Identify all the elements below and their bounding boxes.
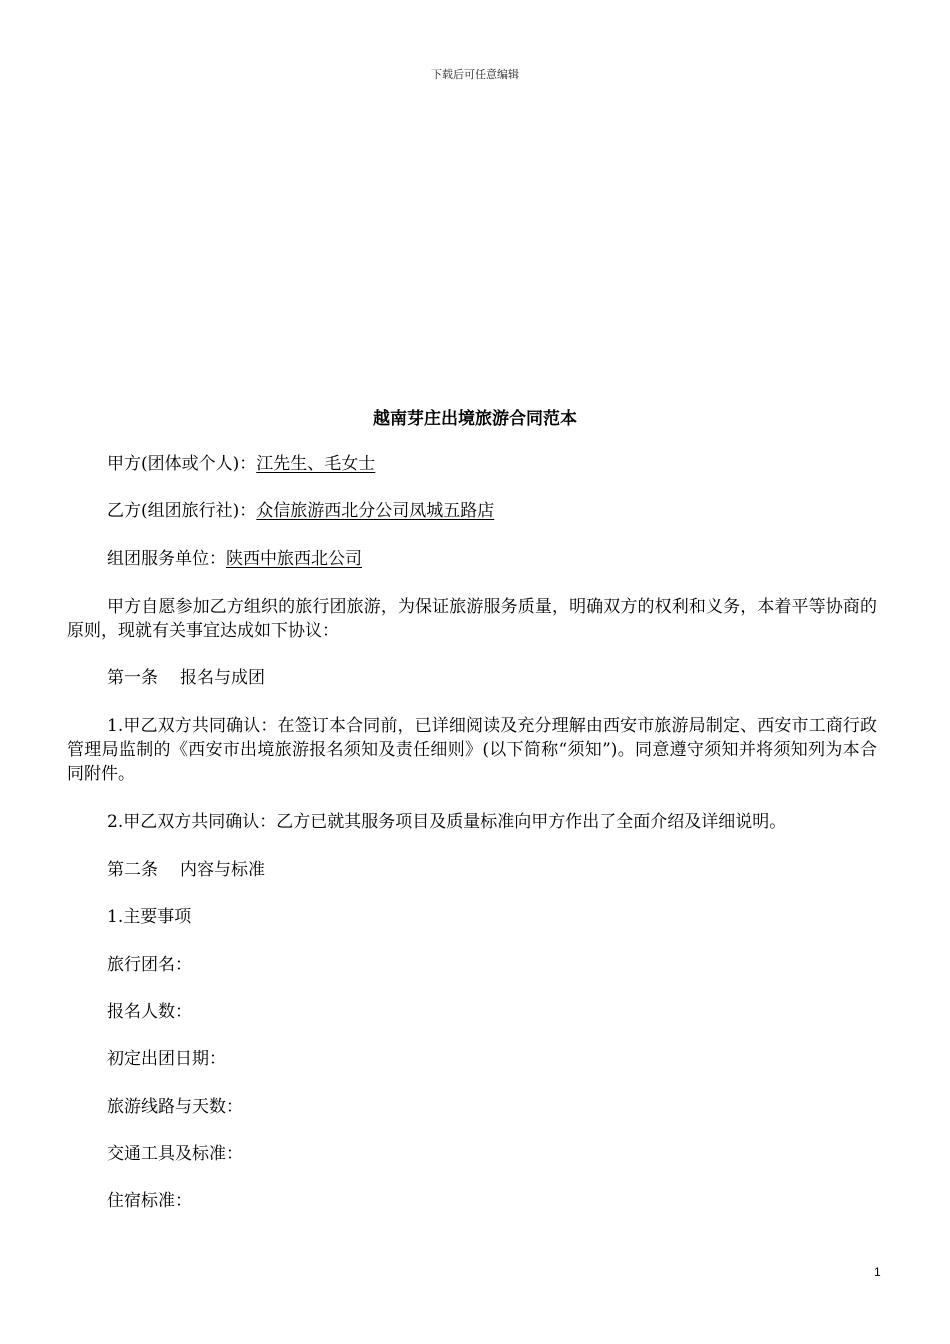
field-participant-count: 报名人数： xyxy=(107,1002,192,1022)
service-unit-value: 陕西中旅西北公司 xyxy=(226,549,362,569)
article-1-clause-1: 1.甲乙双方共同确认：在签订本合同前，已详细阅读及充分理解由西安市旅游局制定、西安市工商行政管理局监制的《西安市出境旅游报名须知及责任细则》(以下简称“须知”)。同意遵守须知并将须知列为本合同附件。 xyxy=(67,716,877,784)
document-title: 越南芽庄出境旅游合同范本 xyxy=(373,409,577,429)
service-unit-label: 组团服务单位： xyxy=(107,549,226,569)
article-1-heading xyxy=(107,666,265,690)
page-number: 1 xyxy=(874,1265,881,1279)
article-1-clause-2: 2.甲乙双方共同确认：乙方已就其服务项目及质量标准向甲方作出了全面介绍及详细说明。 xyxy=(107,812,787,832)
article-2-number: 第二条 xyxy=(107,860,158,880)
party-b-value: 众信旅游西北分公司凤城五路店 xyxy=(256,501,495,521)
field-tour-name: 旅行团名： xyxy=(107,955,192,975)
article-2-title: 内容与标准 xyxy=(180,860,265,880)
article-1-title: 报名与成团 xyxy=(180,668,265,688)
party-b-label: 乙方(组团旅行社)： xyxy=(107,501,257,521)
intro-paragraph: 甲方自愿参加乙方组织的旅行团旅游，为保证旅游服务质量，明确双方的权利和义务，本着平等协商的原则，现就有关事宜达成如下协议： xyxy=(67,597,877,641)
party-a-label: 甲方(团体或个人)： xyxy=(107,454,257,474)
party-b-line xyxy=(107,499,494,523)
field-departure-date: 初定出团日期： xyxy=(107,1049,226,1069)
field-accommodation-standard: 住宿标准： xyxy=(107,1191,192,1211)
download-note: 下载后可任意编辑 xyxy=(431,68,519,81)
article-1-number: 第一条 xyxy=(107,668,158,688)
party-a-line xyxy=(107,452,375,476)
article-2-heading xyxy=(107,858,265,882)
service-unit-line xyxy=(107,547,362,571)
article-2-item-1: 1.主要事项 xyxy=(107,907,192,927)
field-transport-standard: 交通工具及标准： xyxy=(107,1144,243,1164)
party-a-value: 江先生、毛女士 xyxy=(256,454,376,474)
field-route-and-days: 旅游线路与天数： xyxy=(107,1097,243,1117)
